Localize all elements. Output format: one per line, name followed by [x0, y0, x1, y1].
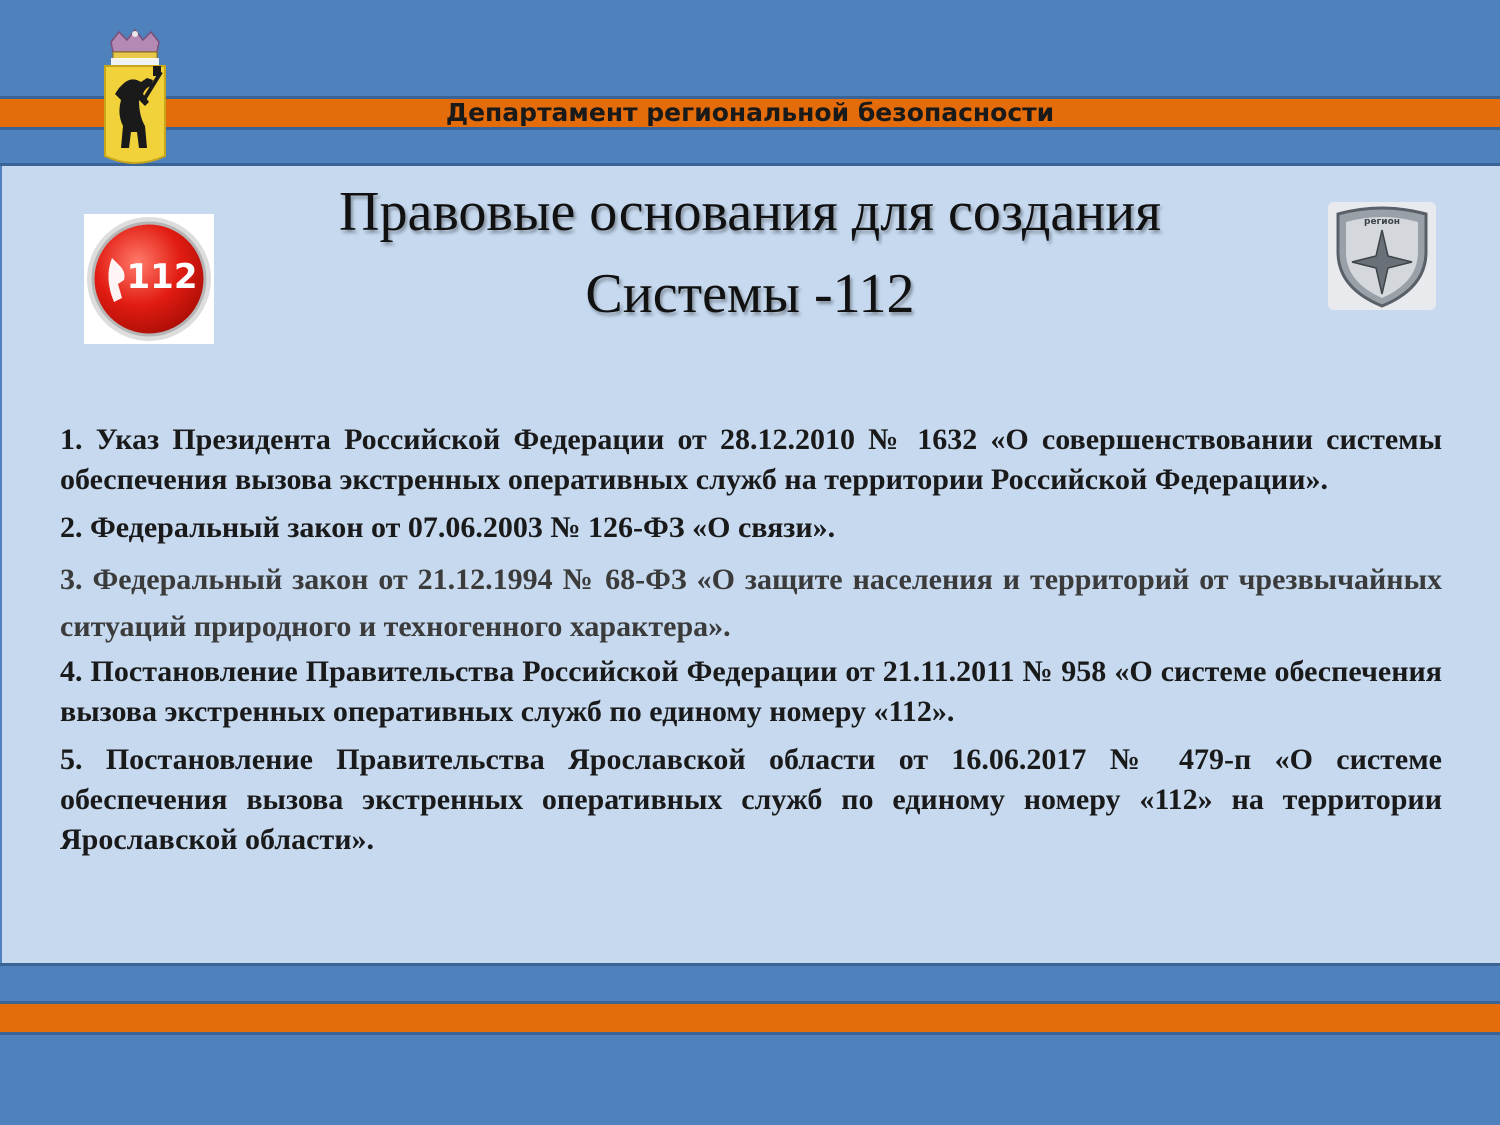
list-item: 4. Постановление Правительства Российской Федерации от 21.11.2011 № 958 «О системе обеспечения вызова экстренных оперативных служб по единому номеру «112». — [60, 655, 1442, 728]
list-item: 1. Указ Президента Российской Федерации от 28.12.2010 № 1632 «О совершенствовании системы обеспечения вызова экстренных оперативных служб на территории Российской Федерации». — [60, 423, 1442, 496]
safe-region-emblem-icon — [1326, 200, 1438, 312]
coat-of-arms-icon — [101, 28, 169, 172]
top-blue-band-lower — [0, 130, 1500, 166]
emergency-112-number: 112 — [126, 257, 198, 297]
slide-title-line1: Правовые основания для создания — [339, 181, 1161, 243]
list-item: 3. Федеральный закон от 21.12.1994 № 68-ФЗ «О защите населения и территорий от чрезвычайных ситуаций природного и техногенного характера». — [60, 563, 1442, 643]
bottom-blue-band — [0, 963, 1500, 1001]
legal-basis-list — [60, 420, 1442, 868]
top-blue-band — [0, 0, 1500, 96]
emergency-112-logo — [84, 214, 214, 344]
emergency-112-icon — [84, 214, 214, 344]
department-title: Департамент региональной безопасности — [445, 98, 1055, 127]
bottom-orange-band — [0, 1001, 1500, 1035]
bottom-blue-band-lower — [0, 1035, 1500, 1125]
emblem-caption: регион — [1364, 217, 1400, 227]
list-item: 5. Постановление Правительства Ярославской области от 16.06.2017 № 479-п «О системе обеспечения вызова экстренных оперативных служб по единому номеру «112» на территории Ярославской области». — [60, 743, 1442, 856]
list-item: 2. Федеральный закон от 07.06.2003 № 126-ФЗ «О связи». — [60, 511, 836, 544]
slide-title-line2: Системы -112 — [585, 263, 915, 325]
